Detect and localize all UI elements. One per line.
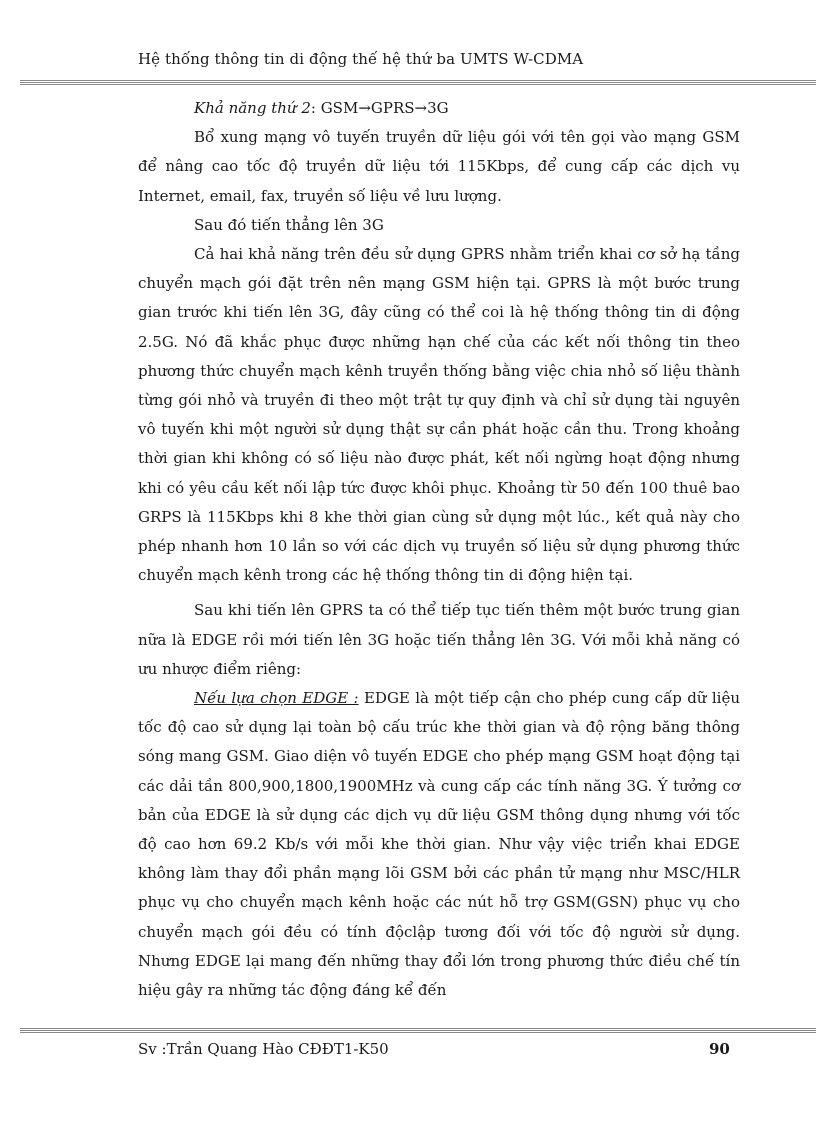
paragraph-after-gprs: Sau khi tiến lên GPRS ta có thể tiếp tục tiến thêm một bước trung gian nữa là EDGE rồi mới tiến lên 3G hoặc tiến thẳng lên 3G. Với mỗi khả năng có ưu nhược điểm riêng: [138, 601, 740, 678]
paragraph-gprs-overlay: Bổ xung mạng vô tuyến truyền dữ liệu gói với tên gọi vào mạng GSM để nâng cao tốc độ truyền dữ liệu tới 115Kbps, để cung cấp các dịch vụ Internet, email, fax, truyền số liệu về lưu lượng. [138, 128, 740, 205]
header-divider [20, 80, 816, 85]
page-number: 90 [709, 1040, 730, 1058]
footer-divider [20, 1028, 816, 1033]
option-2-label: Khả năng thứ 2 [194, 99, 311, 117]
footer-author: Sv :Trần Quang Hào CĐĐT1-K50 [138, 1040, 389, 1058]
page-header-title: Hệ thống thông tin di động thế hệ thứ ba UMTS W-CDMA [138, 50, 584, 68]
document-body [138, 94, 740, 1005]
paragraph-direct-3g: Sau đó tiến thẳng lên 3G [194, 215, 384, 234]
paragraph-gprs-details: Cả hai khả năng trên đều sử dụng GPRS nhằm triển khai cơ sở hạ tầng chuyển mạch gói đặt trên nên mạng GSM hiện tại. GPRS là một bước trung gian trước khi tiến lên 3G, đây cũng có thể coi là hệ thống thông tin di động 2.5G. Nó đã khắc phục được những hạn chế của các kết nối thông tin theo phương thức chuyển mạch kênh truyền thống bằng việc chia nhỏ số liệu thành từng gói nhỏ và truyền đi theo một trật tự quy định và chỉ sử dụng tài nguyên vô tuyến khi một người sử dụng thật sự cần phát hoặc cần thu. Trong khoảng thời gian khi không có số liệu nào được phát, kết nối ngừng hoạt động nhưng khi có yêu cầu kết nối lập tức được khôi phục. Khoảng từ 50 đến 100 thuê bao GRPS là 115Kbps khi 8 khe thời gian cùng sử dụng một lúc., kết quả này cho phép nhanh hơn 10 lần so với các dịch vụ truyền số liệu sử dụng phương thức chuyển mạch kênh trong các hệ thống thông tin di động hiện tại. [138, 245, 740, 585]
edge-choice-label: Nếu lựa chọn EDGE : [194, 689, 359, 708]
paragraph-option-2 [138, 94, 740, 123]
edge-choice-text: EDGE là một tiếp cận cho phép cung cấp dữ liệu tốc độ cao sử dụng lại toàn bộ cấu trúc khe thời gian và độ rộng băng thông sóng mang GSM. Giao diện vô tuyến EDGE cho phép mạng GSM hoạt động tại các dải tần 800,900,1800,1900MHz và cung cấp các tính năng 3G. Ý tưởng cơ bản của EDGE là sử dụng các dịch vụ dữ liệu GSM thông dụng nhưng với tốc độ cao hơn 69.2 Kb/s với mỗi khe thời gian. Như vậy việc triển khai EDGE không làm thay đổi phần mạng lõi GSM bởi các phần tử mạng như MSC/HLR phục vụ cho chuyển mạch kênh hoặc các nút hỗ trợ GSM(GSN) phục vụ cho chuyển mạch gói đều có tính độclập tương đối với tốc độ người sử dụng. Nhưng EDGE lại mang đến những thay đổi lớn trong phương thức điều chế tín hiệu gây ra những tác động đáng kể đến [138, 689, 740, 1000]
paragraph-edge-choice [138, 684, 740, 1005]
option-2-path: : GSM→GPRS→3G [310, 99, 449, 117]
